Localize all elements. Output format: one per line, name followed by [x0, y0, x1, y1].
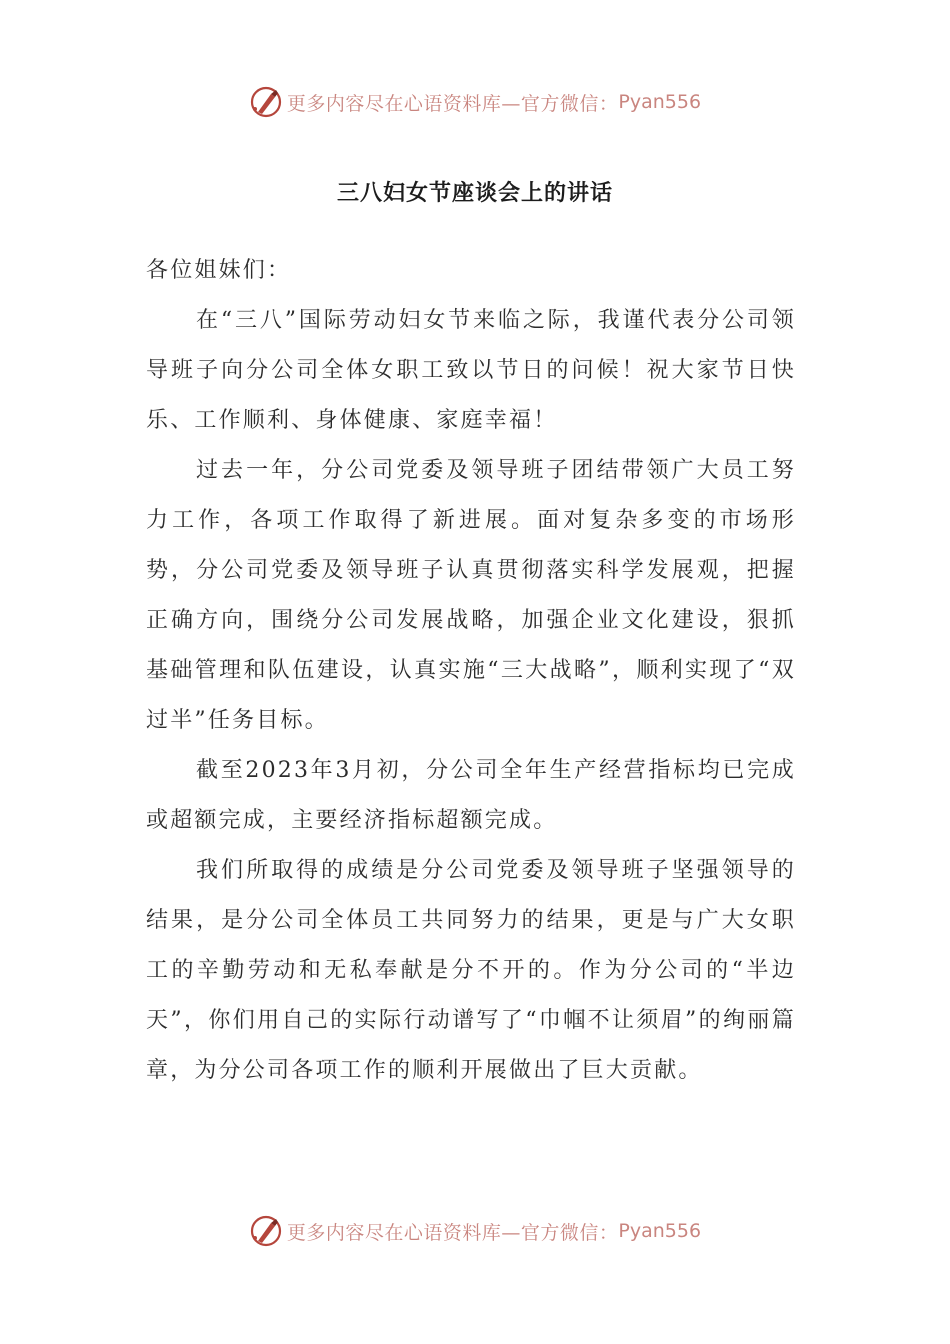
watermark-account: Pyan556 [618, 1220, 702, 1242]
paragraph: 在“三八”国际劳动妇女节来临之际，我谨代表分公司领导班子向分公司全体女职工致以节日的问候！祝大家节日快乐、工作顺利、身体健康、家庭幸福！ [146, 308, 796, 433]
pen-nib-logo-icon [249, 85, 283, 119]
watermark-text: 更多内容尽在心语资料库—官方微信： [286, 92, 619, 115]
pen-nib-logo-icon [249, 1214, 283, 1248]
document-title: 三八妇女节座谈会上的讲话 [336, 181, 613, 206]
watermark-text: 更多内容尽在心语资料库—官方微信： [286, 1221, 619, 1244]
document-body [146, 246, 796, 1096]
footer-watermark [0, 1211, 950, 1251]
salutation: 各位姐妹们： [146, 258, 292, 283]
header-watermark [0, 82, 950, 122]
watermark-account: Pyan556 [618, 91, 702, 113]
paragraph: 截至2023年3月初，分公司全年生产经营指标均已完成或超额完成，主要经济指标超额完成。 [146, 758, 796, 833]
paragraph: 过去一年，分公司党委及领导班子团结带领广大员工努力工作，各项工作取得了新进展。面对复杂多变的市场形势，分公司党委及领导班子认真贯彻落实科学发展观，把握正确方向，围绕分公司发展战略，加强企业文化建设，狠抓基础管理和队伍建设，认真实施“三大战略”，顺利实现了“双过半”任务目标。 [146, 458, 796, 733]
paragraph: 我们所取得的成绩是分公司党委及领导班子坚强领导的结果，是分公司全体员工共同努力的结果，更是与广大女职工的辛勤劳动和无私奉献是分不开的。作为分公司的“半边天”，你们用自己的实际行动谱写了“巾帼不让须眉”的绚丽篇章，为分公司各项工作的顺利开展做出了巨大贡献。 [146, 858, 796, 1083]
